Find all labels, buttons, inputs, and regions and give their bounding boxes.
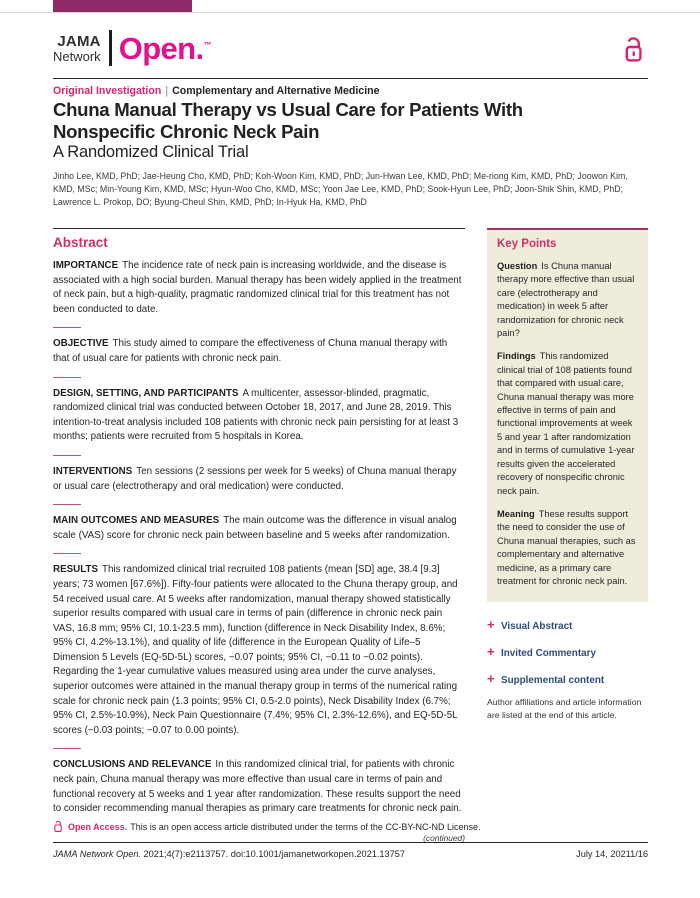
key-points-meaning — [497, 508, 638, 588]
section-text: The main outcome was the difference in visual analog scale (VAS) score for chronic neck pain between baseline and 5 weeks after randomization. — [53, 515, 457, 541]
key-point-text: These results support the need to consider the use of Chuna manual therapies, such as complementary and alternative medicine, as a primary care treatment for chronic neck pain. — [497, 508, 636, 586]
footer-line — [53, 849, 648, 859]
supplemental-content-link[interactable] — [487, 672, 648, 686]
article-topic-label: Complementary and Alternative Medicine — [172, 85, 380, 97]
section-label: INTERVENTIONS — [53, 465, 133, 477]
abstract-objective — [53, 327, 465, 366]
publication-date: July 14, 2021 — [576, 849, 631, 859]
link-label: Invited Commentary — [501, 648, 596, 660]
abstract-importance — [53, 259, 465, 317]
plus-icon: + — [487, 644, 495, 660]
page-number: 1/16 — [630, 849, 648, 859]
category-line — [53, 85, 380, 97]
logo-open-word: Open — [118, 30, 196, 66]
section-label: IMPORTANCE — [53, 260, 119, 271]
key-point-label: Question — [497, 261, 538, 271]
section-label: OBJECTIVE — [53, 338, 109, 350]
open-access-label[interactable]: Open Access. — [68, 821, 128, 832]
footer-rule — [53, 842, 648, 843]
affiliation-note: Author affiliations and article information are listed at the end of this article. — [487, 697, 642, 720]
logo-jama-network — [53, 34, 101, 63]
abstract-heading: Abstract — [53, 235, 108, 250]
abstract-results — [53, 553, 465, 738]
section-text: In this randomized clinical trial, for patients with chronic neck pain, Chuna manual therapy was more effective than usual care in terms of pain and functional recovery at 5 weeks and 1 year after randomization. These results support the need to consider recommending manual therapies as primary care treatments for chronic neck pain. — [53, 759, 462, 815]
lock-icon — [53, 820, 63, 833]
page-top-divider — [0, 12, 700, 13]
plus-icon: + — [487, 671, 495, 687]
open-access-lock-icon — [622, 35, 645, 69]
key-points-box — [487, 228, 648, 602]
logo-open-text: Open.™ — [118, 30, 212, 66]
open-access-line — [53, 820, 481, 833]
abstract-column — [53, 228, 465, 843]
citation-rest: 2021;4(7):e2113757. doi:10.1001/jamanetworkopen.2021.13757 — [141, 849, 405, 859]
logo-divider — [109, 30, 112, 66]
key-point-text: This randomized clinical trial of 108 patients found that compared with usual care, Chuna manual therapy was more effective in terms of pain and functional improvements at week 5 and year 1 after randomization and in terms of cumulative 1-year results given the accelerated recovery of nonspecific chronic neck pain. — [497, 351, 635, 496]
article-subtitle: A Randomized Clinical Trial — [53, 143, 249, 161]
section-label: RESULTS — [53, 564, 98, 576]
sidebar — [487, 228, 648, 721]
section-text: A multicenter, assessor-blinded, pragmatic, randomized clinical trial was conducted between October 18, 2017, and June 28, 2019. This intention-to-treat analysis included 108 patients with chronic neck pain persisting for at least 3 months; patients were recruited from 5 hospitals in Korea. — [53, 387, 459, 443]
key-point-label: Meaning — [497, 508, 535, 519]
footer-right — [576, 849, 648, 859]
logo-jama-text: JAMA — [57, 32, 101, 50]
section-text: The incidence rate of neck pain is increasing worldwide, and the disease is associated with a high social burden. Manual therapy has been widely applied in the treatment of neck pain, but a high-quality, pragmatic randomized clinical trial for this treatment has not been conducted to date. — [53, 260, 462, 315]
brand-topbar — [53, 0, 192, 12]
continued-note: (continued) — [423, 832, 465, 843]
section-text: This randomized clinical trial recruited 108 patients (mean [SD] age, 38.4 [9.3] years; 73 women [67.6%]). Fifty-four patients were allocated to the Chuna therapy group, and 54 received usual care. At 5 weeks after randomization, manual therapy showed statistically superior results compared with usual care in terms of pain (difference in chronic neck pain VAS, 16.8 mm; 95% CI, 10.1-23.5 mm), function (difference in Neck Disability Index, 8.6%; 95% CI, 4.2%-13.1%), and quality of life (difference in the European Quality of Life–5 Dimension 5 Levels (EQ-5D-5L) scores, −0.07 points; 95% CI, −0.11 to −0.02 points). Regarding the 1-year cumulative values measured using area under the curve analyses, superior outcomes were attained in the manual therapy group in terms of the numerical rating scale for chronic neck pain (1.3 points; 95% CI, 0.5-2.0 points), Neck Disability Index (6.7%; 95% CI, 2.5%-10.9%), Neck Pain Questionnaire (7.4%; 95% CI, 2.3%-12.6%), and EQ-5D-5L scores (−0.03 points; −0.07 to 0.00 points). — [53, 564, 458, 736]
category-separator: | — [165, 85, 169, 97]
header-rule — [53, 78, 648, 79]
logo-trademark: ™ — [203, 40, 212, 50]
jama-network-open-logo[interactable] — [53, 30, 212, 66]
key-points-question — [497, 260, 638, 340]
citation — [53, 849, 405, 859]
key-points-heading: Key Points — [497, 238, 557, 250]
section-label: MAIN OUTCOMES AND MEASURES — [53, 515, 220, 527]
section-text: This study aimed to compare the effectiveness of Chuna manual therapy with that of usual care for patients with chronic neck pain. — [53, 338, 448, 364]
key-point-text: Is Chuna manual therapy more effective than usual care (electrotherapy and medication) in week 5 after randomization for chronic neck pain? — [497, 261, 635, 339]
open-access-text: This is an open access article distributed under the terms of the CC-BY-NC-ND License. — [130, 821, 481, 832]
key-points-findings — [497, 350, 638, 497]
plus-icon: + — [487, 617, 495, 633]
author-byline: Jinho Lee, KMD, PhD; Jae-Heung Cho, KMD, PhD; Koh-Woon Kim, KMD, PhD; Jun-Hwan Lee, KMD, PhD; Me-riong Kim, KMD, PhD; Joowon Kim, KMD, MSc; Min-Young Kim, KMD, MSc; Hyun-Woo Cho, KMD, MSc; Yoon Jae Lee, KMD, PhD; Sook-Hyun Lee, PhD; Joon-Shik Shin, KMD, PhD; Lawrence L. Prokop, DO; Byung-Cheul Shin, KMD, PhD; In-Hyuk Ha, KMD, PhD — [53, 171, 628, 207]
link-label: Supplemental content — [501, 675, 605, 687]
section-text: Ten sessions (2 sessions per week for 5 weeks) of Chuna manual therapy or usual care (electrotherapy and oral medication) were conducted. — [53, 465, 457, 492]
article-title: Chuna Manual Therapy vs Usual Care for Patients With Nonspecific Chronic Neck Pain — [53, 99, 523, 142]
citation-journal: JAMA Network Open. — [53, 849, 141, 859]
abstract-design — [53, 377, 465, 445]
abstract-outcomes — [53, 504, 465, 543]
related-links — [487, 618, 648, 686]
article-type-label: Original Investigation — [53, 85, 162, 97]
visual-abstract-link[interactable] — [487, 618, 648, 632]
abstract-conclusions — [53, 748, 465, 816]
section-label: CONCLUSIONS AND RELEVANCE — [53, 759, 212, 771]
logo-network-text: Network — [53, 48, 101, 64]
key-point-label: Findings — [497, 351, 536, 362]
invited-commentary-link[interactable] — [487, 645, 648, 659]
abstract-interventions — [53, 455, 465, 494]
section-label: DESIGN, SETTING, AND PARTICIPANTS — [53, 387, 239, 399]
link-label: Visual Abstract — [501, 621, 573, 633]
